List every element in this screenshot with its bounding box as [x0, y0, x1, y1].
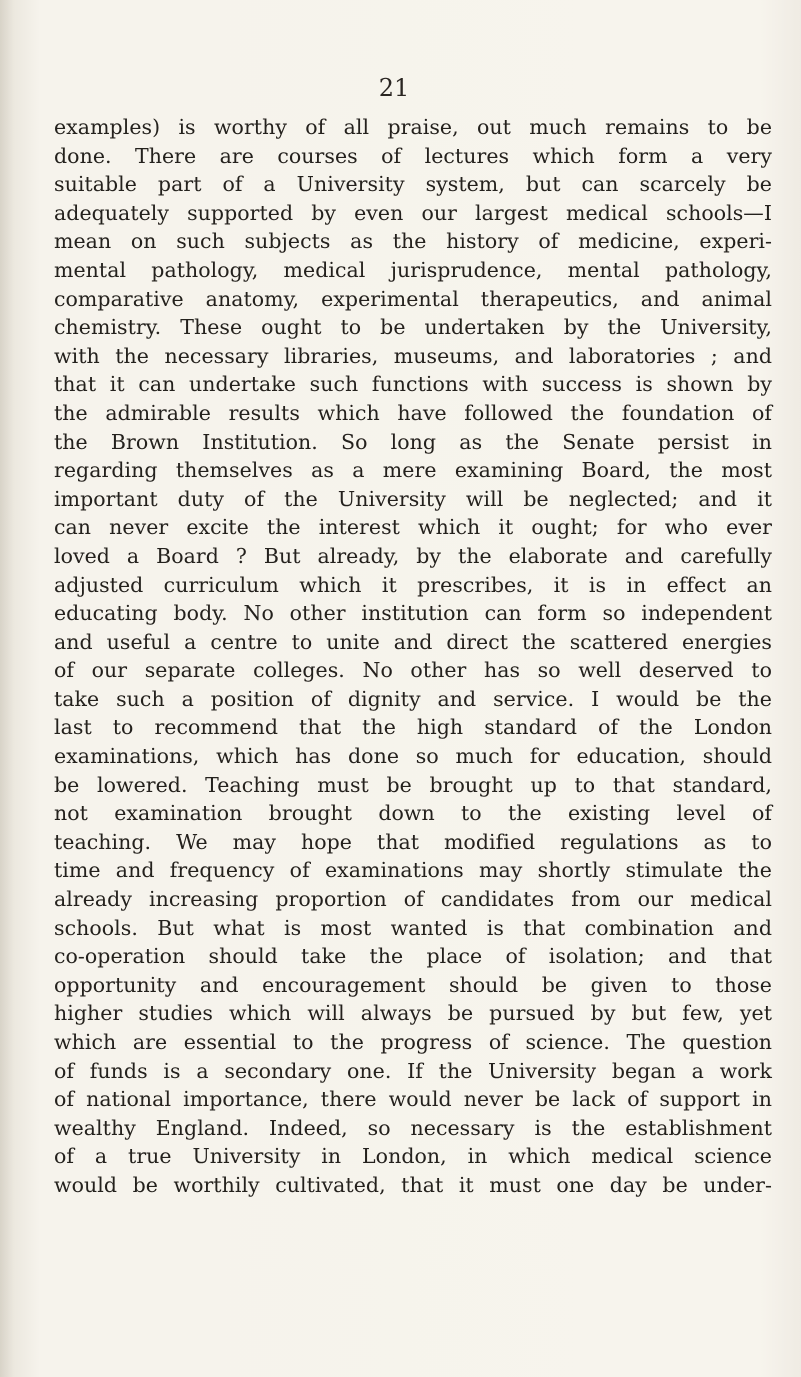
text-line: with the necessary libraries, museums, and laboratories ; and [54, 343, 772, 368]
text-line: time and frequency of examinations may shortly stimulate the [54, 858, 772, 883]
text-line: mental pathology, medical jurisprudence, mental pathology, [54, 257, 772, 282]
text-line: wealthy England. Indeed, so necessary is the establishment [54, 1115, 772, 1140]
text-line: take such a position of dignity and service. I would be the [54, 686, 772, 711]
text-line: the admirable results which have followed the foundation of [54, 400, 772, 425]
text-line: opportunity and encouragement should be given to those [54, 972, 772, 997]
text-line: and useful a centre to unite and direct the scattered energies [54, 629, 772, 654]
text-line: schools. But what is most wanted is that combination and [54, 915, 772, 940]
text-line: of national importance, there would never be lack of support in [54, 1087, 772, 1112]
text-line: regarding themselves as a mere examining Board, the most [54, 458, 772, 483]
body-text [54, 113, 772, 1200]
text-line: examinations, which has done so much for education, should [54, 744, 772, 769]
text-line: chemistry. These ought to be undertaken by the University, [54, 315, 772, 340]
text-line: teaching. We may hope that modified regulations as to [54, 829, 772, 854]
text-line: that it can undertake such functions with success is shown by [54, 372, 772, 397]
text-line: already increasing proportion of candidates from our medical [54, 887, 772, 912]
text-line: can never excite the interest which it ought; for who ever [54, 515, 772, 540]
page-number: 21 [378, 74, 410, 102]
text-line: higher studies which will always be pursued by but few, yet [54, 1001, 772, 1026]
text-line: be lowered. Teaching must be brought up to that standard, [54, 772, 772, 797]
text-line: the Brown Institution. So long as the Senate persist in [54, 429, 772, 454]
text-line: of our separate colleges. No other has so well deserved to [54, 658, 772, 683]
text-line: last to recommend that the high standard of the London [54, 715, 772, 740]
text-line: examples) is worthy of all praise, out much remains to be [54, 115, 772, 139]
text-line: adequately supported by even our largest medical schools—I [54, 200, 772, 225]
text-line: which are essential to the progress of science. The question [54, 1030, 772, 1054]
text-line: would be worthily cultivated, that it must one day be under- [54, 1172, 772, 1197]
text-line: of a true University in London, in which medical science [54, 1144, 772, 1169]
text-line: loved a Board ? But already, by the elaborate and carefully [54, 543, 772, 568]
text-line: done. There are courses of lectures which form a very [54, 143, 772, 168]
text-line: adjusted curriculum which it prescribes, it is in effect an [54, 572, 772, 597]
text-line: comparative anatomy, experimental therapeutics, and animal [54, 286, 772, 311]
text-line: educating body. No other institution can form so independent [54, 601, 772, 626]
text-line: important duty of the University will be neglected; and it [54, 486, 772, 511]
text-line: not examination brought down to the existing level of [54, 801, 772, 826]
text-line: suitable part of a University system, but can scarcely be [54, 172, 772, 197]
text-line: of funds is a secondary one. If the University began a work [54, 1058, 772, 1083]
text-line: co-operation should take the place of isolation; and that [54, 944, 772, 969]
text-line: mean on such subjects as the history of medicine, experi- [54, 229, 772, 254]
